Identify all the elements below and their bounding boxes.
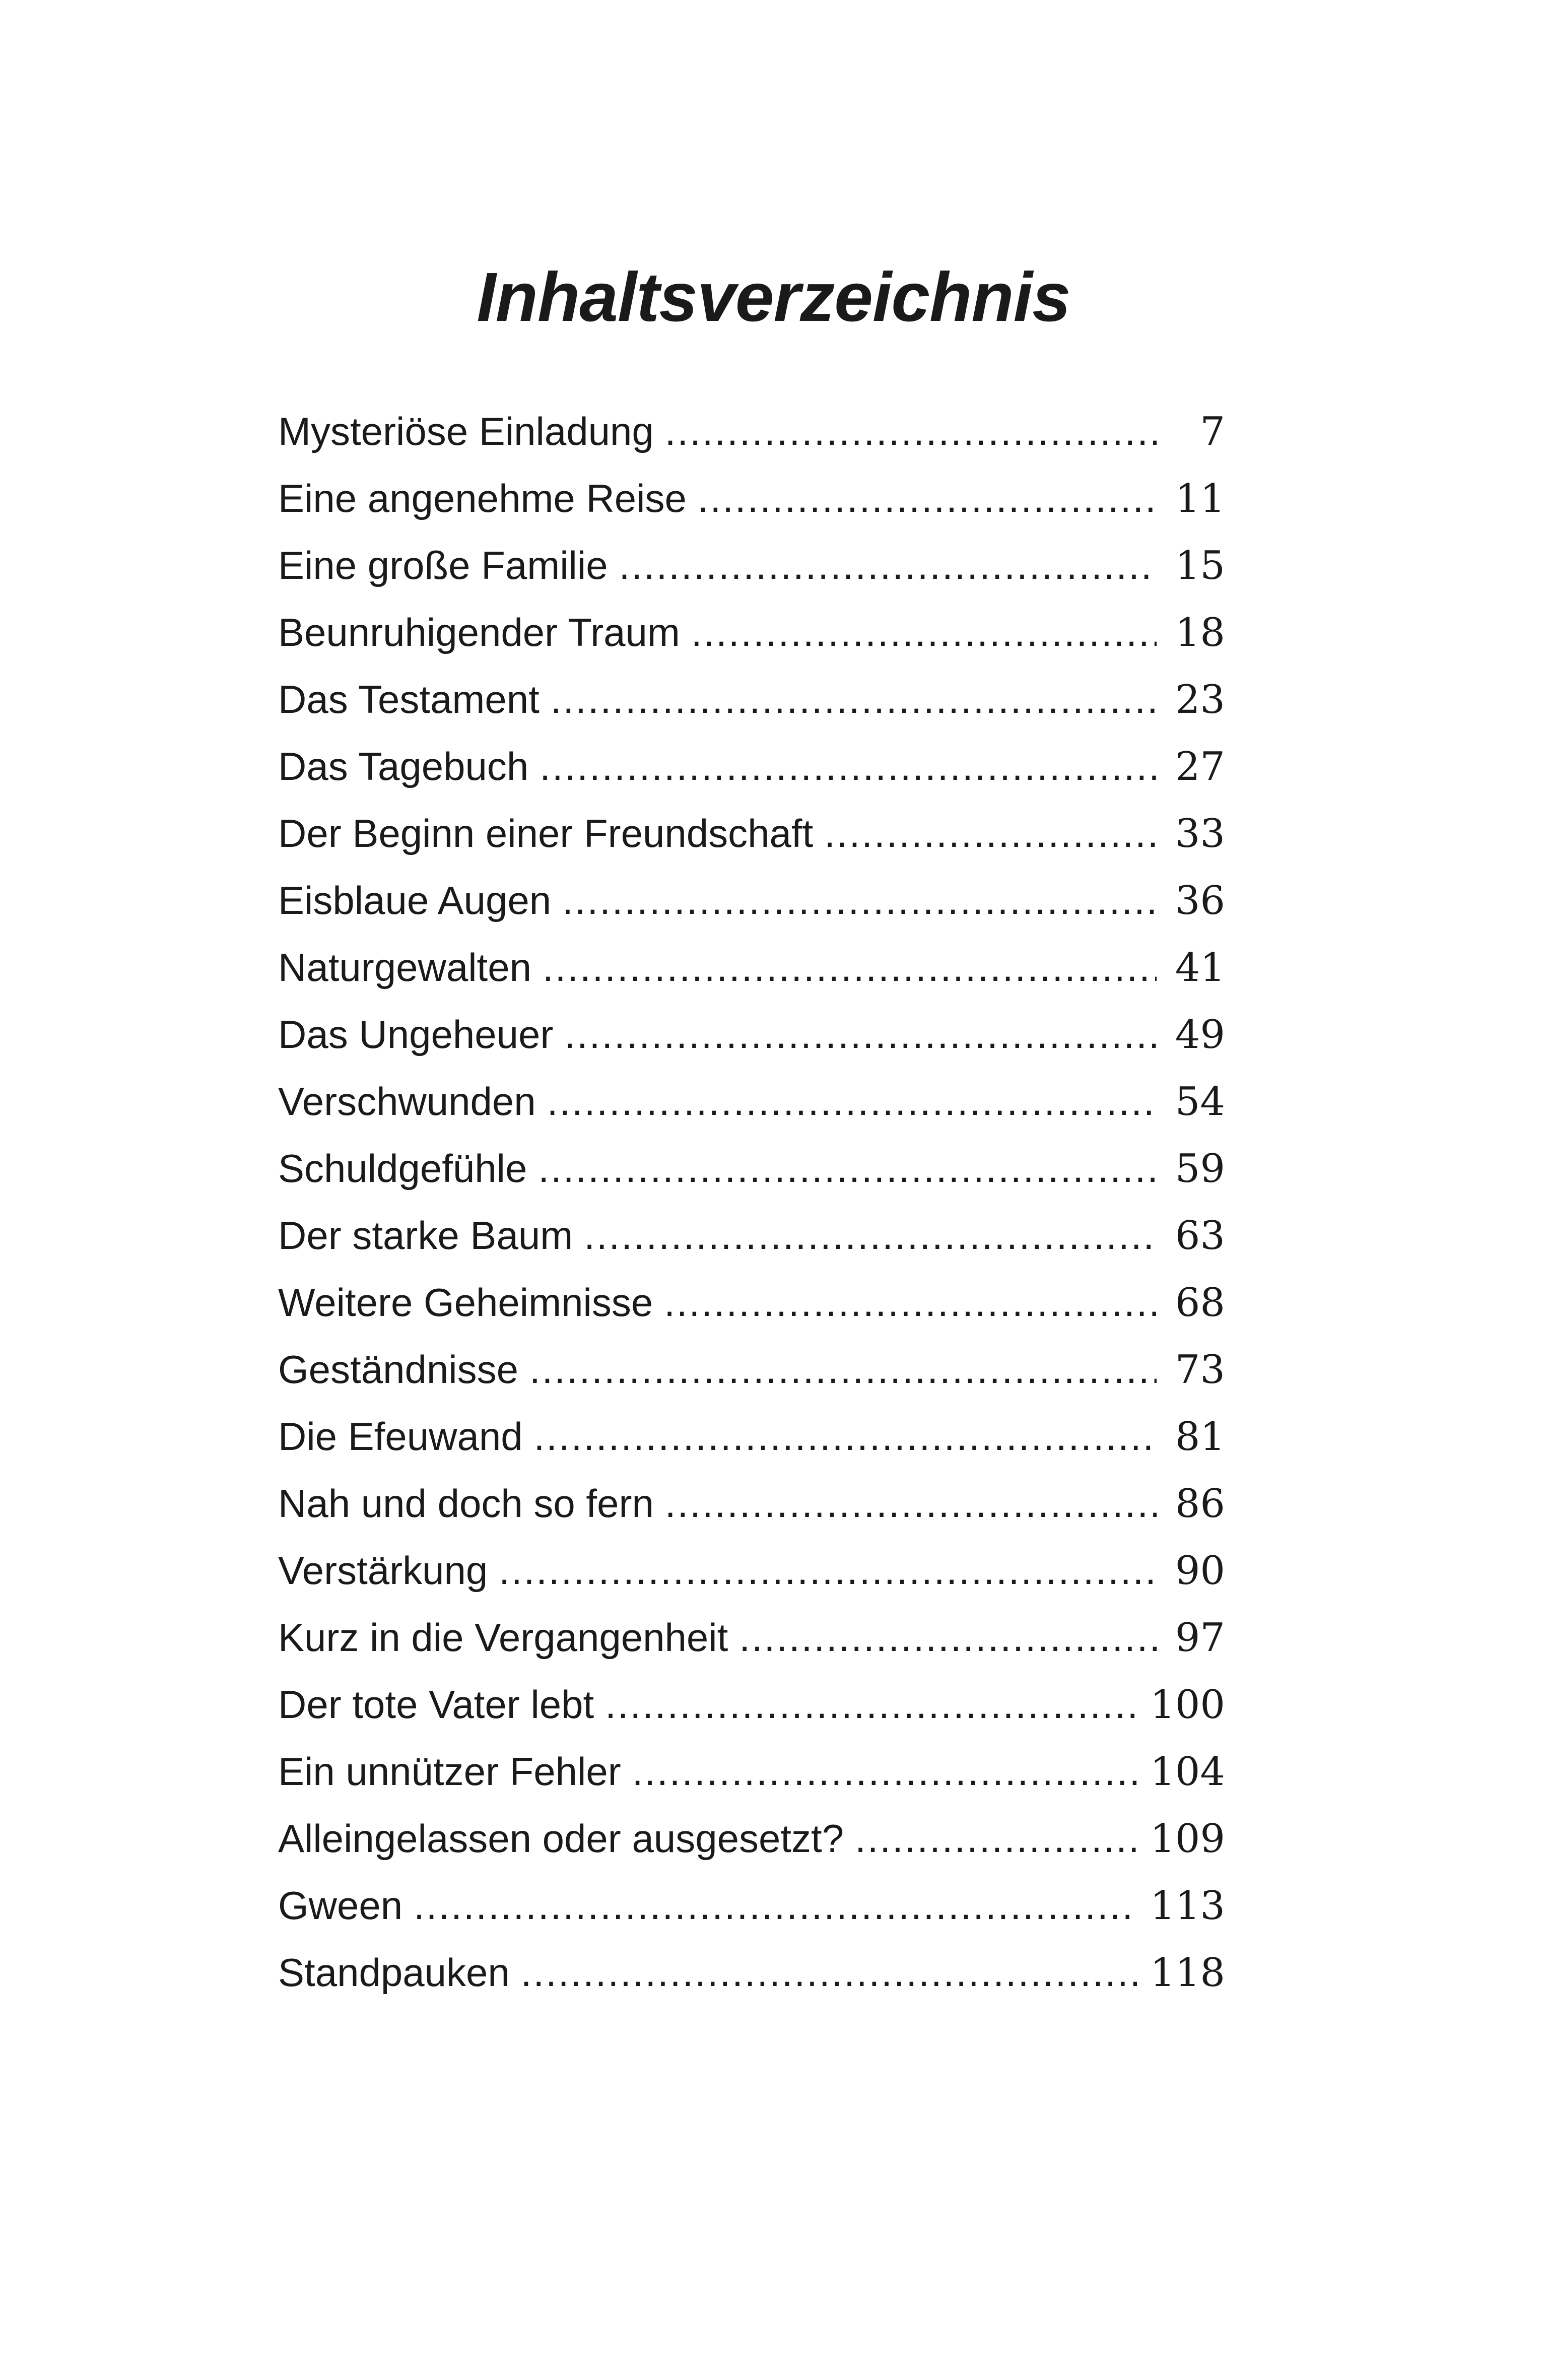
toc-entry-title: Geständnisse [278, 1347, 518, 1392]
toc-entry-page-number: 33 [1175, 811, 1225, 856]
toc-entry-page-number: 86 [1175, 1481, 1225, 1527]
toc-entry-title: Verstärkung [278, 1548, 488, 1593]
toc-entry-title: Eine große Familie [278, 543, 608, 587]
dot-leader [547, 1068, 1157, 1135]
toc-entry [278, 1269, 1225, 1336]
toc-entry-page-number: 54 [1175, 1079, 1225, 1125]
toc-entry-title: Standpauken [278, 1950, 510, 1995]
toc-entry-title: Eine angenehme Reise [278, 476, 687, 520]
toc-entry-page-number: 90 [1175, 1548, 1225, 1594]
toc-entry-title: Der starke Baum [278, 1213, 573, 1258]
toc-entry-page-number: 36 [1175, 878, 1225, 923]
dot-leader [824, 800, 1157, 867]
page-title: Inhaltsverzeichnis [477, 258, 1070, 337]
dot-leader [562, 867, 1157, 934]
dot-leader [551, 666, 1157, 733]
toc-entry-page-number: 15 [1175, 543, 1225, 588]
toc-entry-title: Ein unnützer Fehler [278, 1749, 621, 1794]
dot-leader [855, 1805, 1137, 1872]
dot-leader [543, 934, 1157, 1001]
toc-entry-title: Naturgewalten [278, 945, 531, 989]
dot-leader [538, 1135, 1157, 1202]
toc-entry-page-number: 11 [1175, 476, 1225, 521]
toc-entry [278, 1872, 1225, 1939]
toc-entry [278, 733, 1225, 800]
dot-leader [584, 1202, 1157, 1269]
toc-entry-title: Mysteriöse Einladung [278, 409, 654, 453]
toc-entry [278, 599, 1225, 666]
toc-entry-page-number: 49 [1175, 1012, 1225, 1057]
dot-leader [529, 1336, 1157, 1403]
toc-entry [278, 1135, 1225, 1202]
toc-entry-title: Der tote Vater lebt [278, 1682, 594, 1727]
toc-entry [278, 1001, 1225, 1068]
toc-entry-title: Das Ungeheuer [278, 1012, 554, 1056]
toc-entry [278, 1202, 1225, 1269]
toc-entry-page-number: 81 [1175, 1414, 1225, 1460]
toc-entry-page-number: 73 [1175, 1347, 1225, 1393]
toc-entry-title: Der Beginn einer Freundschaft [278, 811, 814, 855]
toc-entry [278, 1403, 1225, 1470]
toc-entry [278, 532, 1225, 599]
dot-leader [665, 398, 1157, 465]
dot-leader [698, 465, 1157, 532]
toc-entry [278, 465, 1225, 532]
toc-entry-title: Kurz in die Vergangenheit [278, 1615, 728, 1660]
toc-entry-page-number: 109 [1150, 1816, 1225, 1862]
toc-entry-title: Das Testament [278, 677, 540, 721]
dot-leader [665, 1470, 1157, 1537]
dot-leader [521, 1939, 1137, 2006]
toc-entry [278, 867, 1225, 934]
toc-entry [278, 1336, 1225, 1403]
toc-entry-title: Eisblaue Augen [278, 878, 552, 922]
dot-leader [540, 733, 1157, 800]
toc-entry-title: Verschwunden [278, 1079, 536, 1123]
toc-entry-title: Schuldgefühle [278, 1146, 527, 1191]
toc-entry-title: Nah und doch so fern [278, 1481, 654, 1526]
toc-entry [278, 1939, 1225, 2006]
toc-entry-page-number: 41 [1175, 945, 1225, 990]
dot-leader [499, 1537, 1157, 1604]
toc-entry-title: Die Efeuwand [278, 1414, 523, 1459]
toc-entry-page-number: 23 [1175, 677, 1225, 722]
dot-leader [534, 1403, 1157, 1470]
toc-entry-title: Gween [278, 1883, 403, 1928]
toc-entry [278, 1805, 1225, 1872]
toc-entry-page-number: 27 [1175, 744, 1225, 789]
toc-entry [278, 800, 1225, 867]
toc-entry-title: Alleingelassen oder ausgesetzt? [278, 1816, 844, 1861]
toc-entry [278, 666, 1225, 733]
dot-leader [605, 1671, 1137, 1738]
table-of-contents [278, 398, 1225, 2006]
toc-entry-page-number: 97 [1175, 1615, 1225, 1661]
toc-entry-title: Beunruhigender Traum [278, 610, 680, 654]
dot-leader [632, 1738, 1137, 1805]
toc-entry [278, 1470, 1225, 1537]
toc-entry-page-number: 113 [1150, 1883, 1225, 1929]
dot-leader [619, 532, 1157, 599]
toc-entry-page-number: 59 [1175, 1146, 1225, 1192]
toc-entry [278, 1604, 1225, 1671]
toc-entry [278, 1671, 1225, 1738]
toc-entry-page-number: 18 [1175, 610, 1225, 655]
toc-entry [278, 1537, 1225, 1604]
toc-entry-page-number: 68 [1175, 1280, 1225, 1326]
toc-entry [278, 1738, 1225, 1805]
toc-entry [278, 934, 1225, 1001]
dot-leader [691, 599, 1157, 666]
dot-leader [739, 1604, 1157, 1671]
dot-leader [414, 1872, 1137, 1939]
toc-entry-page-number: 100 [1150, 1682, 1225, 1728]
toc-entry-page-number: 118 [1150, 1950, 1225, 1996]
toc-entry [278, 1068, 1225, 1135]
toc-entry-page-number: 104 [1150, 1749, 1225, 1795]
dot-leader [564, 1001, 1157, 1068]
toc-entry [278, 398, 1225, 465]
toc-entry-title: Das Tagebuch [278, 744, 529, 788]
dot-leader [664, 1269, 1157, 1336]
toc-entry-page-number: 63 [1175, 1213, 1225, 1259]
toc-entry-title: Weitere Geheimnisse [278, 1280, 653, 1325]
toc-entry-page-number: 7 [1200, 409, 1225, 454]
